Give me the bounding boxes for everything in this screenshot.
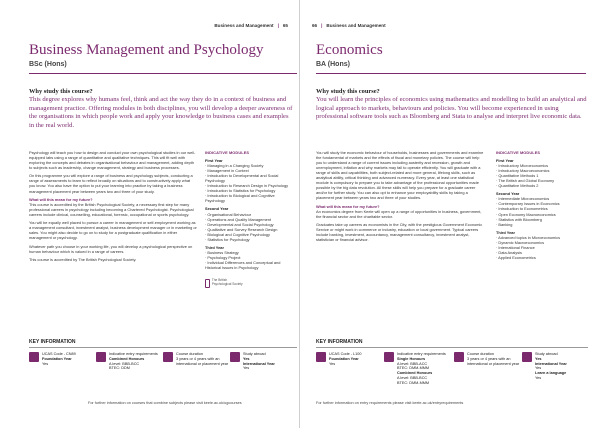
foundation-value: Yes — [42, 361, 49, 366]
module-item: · Statistics for Psychology — [205, 236, 250, 242]
bps-logo — [205, 276, 245, 290]
entry-label: Indicative entry requirements — [109, 352, 158, 356]
career-heading: What will this mean for my future? — [29, 196, 93, 202]
year-heading: Second Year — [496, 191, 520, 197]
entry-line: BTEC: DMM-MMM — [397, 366, 430, 371]
module-item: · Intermediate Microeconomics — [496, 196, 550, 202]
module-item: · Advanced topics in Microeconomics — [496, 234, 561, 240]
year-heading: Third Year — [496, 229, 515, 235]
intl-year-value: Yes — [535, 366, 542, 371]
body-paragraph: This course is accredited by the British Psychological Society, a necessary first step for many professional careers in psychology including becoming a Chartered Psychologist. Psychological careers include clinical, counselling, educational, forensic, occupational or sports psychology. — [29, 201, 194, 217]
key-info-duration — [163, 352, 229, 392]
module-item: · Introductory Microeconomics — [496, 163, 549, 169]
module-item: · Dynamic Macroeconomics — [496, 239, 545, 245]
globe-icon — [522, 352, 532, 362]
body-paragraph: Psychology will teach you how to design and conduct your own psychological studies in our well-equipped labs using a range of quantitative and qualitative techniques. This will fit well with exploring the concepts and debates in organisational behaviour and management, adding depth to subjects such as leadership, change management, strategy and business processes. — [29, 150, 196, 171]
title-divider — [29, 73, 297, 74]
foundation-label: Foundation Year — [329, 356, 359, 361]
module-item: · Individual Differences and Conceptual and Historical Issues in Psychology — [205, 259, 281, 270]
why-heading: Why study this course? — [316, 88, 380, 95]
module-item: · Introduction to Biological and Cognitive Psychology — [205, 193, 275, 204]
duration-label: Course duration — [176, 352, 204, 356]
module-item: · Open Economy Macroeconomics — [496, 211, 556, 217]
intl-year-label: International Year — [243, 361, 275, 366]
module-item: · Organisational Behaviour — [205, 211, 252, 217]
foundation-value: Yes — [329, 361, 336, 366]
entry-line: Combined Honours — [397, 371, 433, 376]
module-item: · Quantitative Methods 1 — [496, 173, 539, 179]
why-heading: Why study this course? — [29, 88, 93, 95]
course-title: Business Management and Psychology — [29, 42, 264, 58]
body-paragraph: Graduates take up careers as economists in the City, with the prestigious Government Economic Service or might work in commerce or industry, education or local government. Typical careers include banking, investment, accountancy, management consultancy, investment analyst, statistician or financial advisor. — [316, 221, 483, 243]
module-item: · Data Analysis — [496, 249, 522, 255]
key-info-divider — [29, 347, 297, 348]
ucas-icon — [316, 352, 326, 362]
globe-icon — [230, 352, 240, 362]
key-info-divider — [316, 347, 588, 348]
footer-note: For further information on courses that combine subjects please visit keele.ac.uk/ugcourses — [88, 401, 242, 405]
course-body — [316, 150, 486, 245]
bps-logo-text: The British Psychological Society — [211, 278, 243, 286]
running-header: 66 | Business and Management — [312, 23, 386, 28]
module-item: · Statistics with Bloomberg — [496, 216, 542, 222]
module-item: · Introductory Macroeconomics — [496, 168, 550, 174]
module-item: · Introduction to Developmental and Social Psychology — [205, 173, 279, 184]
body-paragraph: An economics degree from Keele will open up a range of opportunities in business, government, the financial sector and the charitable sector. — [316, 208, 482, 219]
year-heading: Third Year — [205, 244, 224, 250]
indicative-modules — [205, 150, 295, 270]
body-paragraph: You will study the economic behaviour of households, businesses and governments and examine the fundamental of markets and the effects of fiscal and monetary policies. The course will help you to understand a range of current issues including austerity and recession, growth and unemployment, inflation and why markets may fail to operate efficiently. You will graduate with a range of skills and capabilities, both subject-related and more general, lifelong skills, such as analytical ability, critical thinking and advanced numeracy. Every year, at least one statistical module is compulsory to prepare you to take advantage of the professional opportunities made possible by the big data revolution. All these skills will help you prepare for a graduate career and/or for further study. You can also opt to enhance your employability skills by taking a placement year between years two and three of your studies. — [316, 150, 484, 201]
body-paragraph: Whatever path you choose in your working life, you will develop a psychological perspective on human behaviour which is valued in a range of careers. — [29, 243, 193, 254]
year-heading: First Year — [205, 158, 223, 164]
career-heading: What will this mean for my future? — [316, 203, 380, 209]
indicative-modules — [496, 150, 588, 260]
module-item: · Psychology Project — [205, 254, 241, 260]
award-label: BA (Hons) — [316, 61, 350, 68]
module-item: · Quantitative Methods 2 — [496, 183, 539, 189]
modules-heading: INDICATIVE MODULES — [205, 150, 250, 155]
ucas-code: UCAS Code - CN89 — [42, 352, 76, 356]
module-item: · Operations and Quality Management — [205, 216, 271, 222]
entry-line: Combined Honours — [109, 356, 145, 361]
module-item: · The British and Global Economy — [496, 178, 555, 184]
key-info-duration — [454, 352, 520, 392]
key-info-entry — [384, 352, 452, 392]
accreditation-note: This course is accredited by The British Psychological Society. — [29, 256, 137, 262]
module-item: · Managing in a Changing Society — [205, 163, 264, 169]
ucas-icon — [29, 352, 39, 362]
ucas-code: UCAS Code - L100 — [329, 352, 362, 356]
bps-logo-icon — [205, 279, 210, 288]
foundation-label: Foundation Year — [42, 356, 72, 361]
abroad-label: Study abroad — [243, 352, 266, 356]
module-item: · Developmental and Social Psychology — [205, 221, 274, 227]
module-item: · Business Strategy — [205, 249, 239, 255]
language-label: Learn a language — [535, 371, 567, 376]
footer-note: For further information on entry requirements please visit keele.ac.uk/entryrequirements — [316, 401, 464, 405]
key-info-heading: KEY INFORMATION — [29, 339, 76, 345]
key-info-abroad — [230, 352, 296, 392]
entry-label: Indicative entry requirements — [397, 352, 446, 356]
year-block — [496, 158, 588, 188]
key-info-ucas — [29, 352, 95, 392]
year-block — [205, 206, 295, 241]
why-text: This degree explores why humans feel, think and act the way they do in a context of business and management practice. Offering modules in both disciplines, you will develop a deeper awareness of the organisations in which people work and apply your knowledge to business cases and examples in the real world. — [29, 96, 293, 129]
abroad-value: Yes — [243, 356, 250, 361]
course-body — [29, 150, 197, 265]
right-page — [300, 0, 600, 428]
clock-icon — [163, 352, 173, 362]
year-block — [496, 191, 588, 226]
key-info-entry — [96, 352, 162, 392]
entry-line: BTEC: DMM-MMM — [397, 380, 430, 385]
module-item: · Biological and Cognitive Psychology — [205, 231, 270, 237]
page-number: 66 — [312, 23, 318, 28]
duration-value: 3 years or 4 years with an international or placement year — [467, 356, 520, 366]
module-item: · Introduction to Statistics for Psychology — [205, 188, 276, 194]
year-block — [496, 230, 588, 260]
entry-requirements-icon — [96, 352, 106, 362]
abroad-value: Yes — [535, 356, 542, 361]
module-item: · Applied Econometrics — [496, 254, 536, 260]
duration-value: 3 years or 4 years with an international or placement year — [176, 356, 229, 366]
module-item: · Contemporary Issues in Economics — [496, 201, 560, 207]
key-info-ucas — [316, 352, 382, 392]
module-item: · Management in Context — [205, 168, 249, 174]
abroad-label: Study abroad — [535, 352, 558, 356]
module-item: · Introduction to Econometrics — [496, 206, 548, 212]
duration-label: Course duration — [467, 352, 495, 356]
module-item: · Qualitative and Survey Research Design — [205, 226, 278, 232]
clock-icon — [454, 352, 464, 362]
award-label: BSc (Hons) — [29, 61, 67, 68]
key-info-abroad — [522, 352, 588, 392]
page-number: 65 — [282, 23, 288, 28]
year-heading: Second Year — [205, 206, 229, 212]
language-value: Yes — [535, 375, 542, 380]
header-section: Business and Management — [326, 23, 386, 28]
year-block — [205, 158, 295, 203]
entry-requirements-icon — [384, 352, 394, 362]
entry-line: Single Honours — [397, 356, 426, 361]
key-info-heading: KEY INFORMATION — [316, 339, 363, 345]
why-text: You will learn the principles of economics using mathematics and modelling to build an analytical and logical approach to markets, behaviours and policies. You will become experienced in using professional software tools such as Bloomberg and Stata to analyse and interpret live economic data. — [316, 96, 587, 121]
entry-line: A level: BBB-ACC — [397, 361, 428, 366]
year-heading: First Year — [496, 158, 514, 164]
entry-line: A level: BBB-BCC — [109, 361, 140, 366]
entry-line: A level: BBB-BCC — [397, 375, 428, 380]
header-section: Business and Management — [214, 23, 274, 28]
module-item: · Banking — [496, 221, 513, 227]
intl-year-value: Yes — [243, 366, 250, 371]
intl-year-label: International Year — [535, 361, 567, 366]
entry-line: BTEC: DDM — [109, 366, 130, 371]
title-divider — [316, 73, 586, 74]
module-item: · Introduction to Research Design in Psychology — [205, 183, 289, 189]
module-item: · International Finance — [496, 244, 535, 250]
body-paragraph: On this programme you will explore a range of business and psychology subjects, conducting a range of assessments to learn to reflect broadly on situations and to constructively apply what you know. You also have the option to put your learning into practice by taking a business management placement year between years two and three of your study. — [29, 173, 193, 194]
year-block — [205, 245, 295, 270]
course-title: Economics — [316, 42, 383, 58]
modules-heading: INDICATIVE MODULES — [496, 150, 541, 155]
running-header: Business and Management | 65 — [214, 23, 288, 28]
body-paragraph: You will be equally well placed to pursue a career in management or self-employment working as a management consultant, investment analyst, business development manager or in marketing or sales. You might also decide to go on to study for a postgraduate qualification in either management or psychology. — [29, 220, 197, 241]
